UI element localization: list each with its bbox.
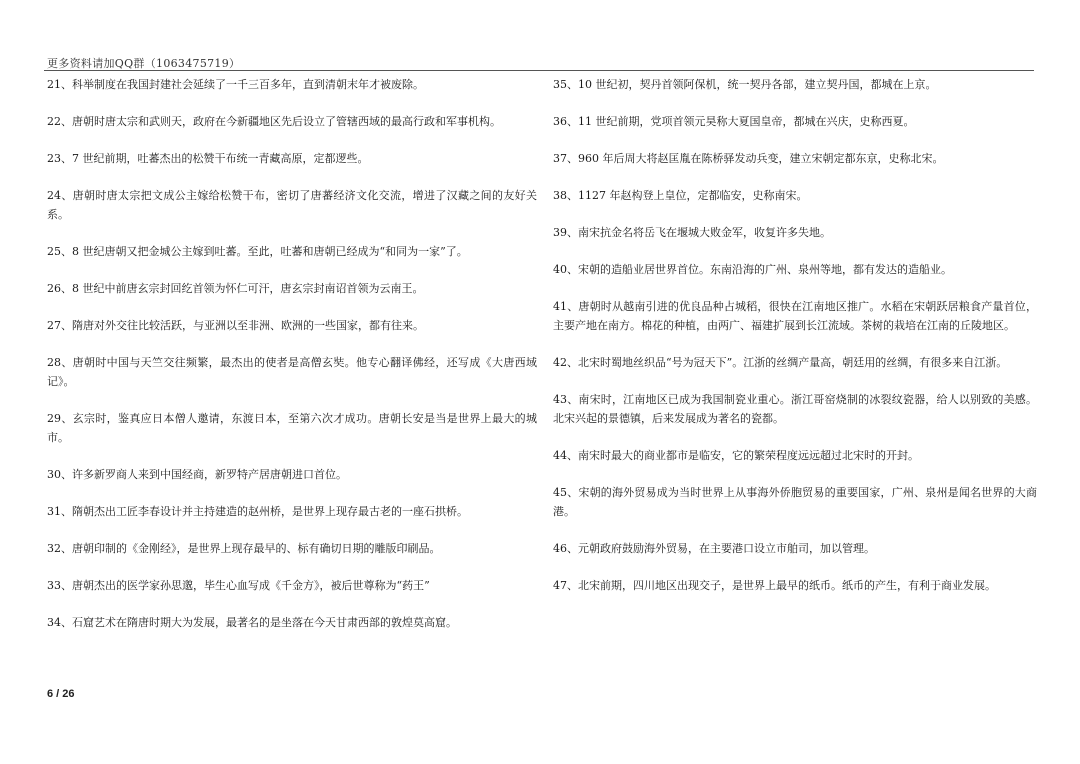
- left-column: [47, 75, 537, 650]
- list-item: 37、960 年后周大将赵匡胤在陈桥驿发动兵变，建立宋朝定都东京，史称北宋。: [553, 152, 944, 165]
- list-item: 36、11 世纪前期，党项首领元昊称大夏国皇帝，都城在兴庆，史称西夏。: [553, 115, 915, 128]
- list-item: 27、隋唐对外交往比较活跃，与亚洲以至非洲、欧洲的一些国家，都有往来。: [47, 319, 424, 332]
- list-item: 21、科举制度在我国封建社会延续了一千三百多年，直到清朝末年才被废除。: [47, 78, 424, 91]
- list-item: 39、南宋抗金名将岳飞在堰城大败金军，收复许多失地。: [553, 226, 831, 239]
- list-item: 43、南宋时，江南地区已成为我国制瓷业重心。浙江哥窑烧制的冰裂纹瓷器，给人以别致的美感。北宋兴起的景德镇，后来发展成为著名的瓷都。: [553, 393, 1037, 425]
- header-divider: [44, 70, 1034, 71]
- list-item: 33、唐朝杰出的医学家孙思邈，毕生心血写成《千金方》，被后世尊称为“药王”: [47, 579, 430, 592]
- list-item: 29、玄宗时，鉴真应日本僧人邀请，东渡日本，至第六次才成功。唐朝长安是当是世界上最大的城市。: [47, 412, 537, 444]
- list-item: 24、唐朝时唐太宗把文成公主嫁给松赞干布，密切了唐蕃经济文化交流，增进了汉藏之间的友好关系。: [47, 189, 537, 221]
- list-item: 25、8 世纪唐朝又把金城公主嫁到吐蕃。至此，吐蕃和唐朝已经成为“和同为一家”了。: [47, 245, 468, 258]
- right-column: [553, 75, 1037, 613]
- list-item: 44、南宋时最大的商业都市是临安，它的繁荣程度远远超过北宋时的开封。: [553, 449, 919, 462]
- list-item: 31、隋朝杰出工匠李春设计并主持建造的赵州桥，是世界上现存最古老的一座石拱桥。: [47, 505, 468, 518]
- list-item: 34、石窟艺术在隋唐时期大为发展，最著名的是坐落在今天甘肃西部的敦煌莫高窟。: [47, 616, 457, 629]
- list-item: 32、唐朝印制的《金刚经》，是世界上现存最早的、标有确切日期的雕版印刷品。: [47, 542, 441, 555]
- list-item: 46、元朝政府鼓励海外贸易，在主要港口设立市舶司，加以管理。: [553, 542, 875, 555]
- list-item: 28、唐朝时中国与天竺交往频繁，最杰出的使者是高僧玄奘。他专心翻译佛经，还写成《大唐西域记》。: [47, 356, 537, 388]
- list-item: 35、10 世纪初，契丹首领阿保机，统一契丹各部，建立契丹国，都城在上京。: [553, 78, 937, 91]
- list-item: 30、许多新罗商人来到中国经商，新罗特产居唐朝进口首位。: [47, 468, 347, 481]
- header-text: 更多资料请加QQ群（1063475719）: [47, 57, 241, 70]
- page-number: 6 / 26: [47, 688, 75, 700]
- list-item: 40、宋朝的造船业居世界首位。东南沿海的广州、泉州等地，都有发达的造船业。: [553, 263, 952, 276]
- list-item: 45、宋朝的海外贸易成为当时世界上从事海外侨胞贸易的重要国家，广州、泉州是闻名世界的大商港。: [553, 486, 1037, 518]
- list-item: 41、唐朝时从越南引进的优良品种占城稻，很快在江南地区推广。水稻在宋朝跃居粮食产量首位，主要产地在南方。棉花的种植，由两广、福建扩展到长江流域。茶树的栽培在江南的丘陵地区。: [553, 300, 1037, 332]
- list-item: 26、8 世纪中前唐玄宗封回纥首领为怀仁可汗，唐玄宗封南诏首领为云南王。: [47, 282, 424, 295]
- list-item: 23、7 世纪前期，吐蕃杰出的松赞干布统一青藏高原，定都逻些。: [47, 152, 369, 165]
- list-item: 42、北宋时蜀地丝织品“号为冠天下”。江浙的丝绸产量高，朝廷用的丝绸，有很多来自江浙。: [553, 356, 1008, 369]
- list-item: 22、唐朝时唐太宗和武则天，政府在今新疆地区先后设立了管辖西域的最高行政和军事机构。: [47, 115, 501, 128]
- list-item: 47、北宋前期，四川地区出现交子，是世界上最早的纸币。纸币的产生，有利于商业发展。: [553, 579, 996, 592]
- list-item: 38、1127 年赵构登上皇位，定都临安，史称南宋。: [553, 189, 808, 202]
